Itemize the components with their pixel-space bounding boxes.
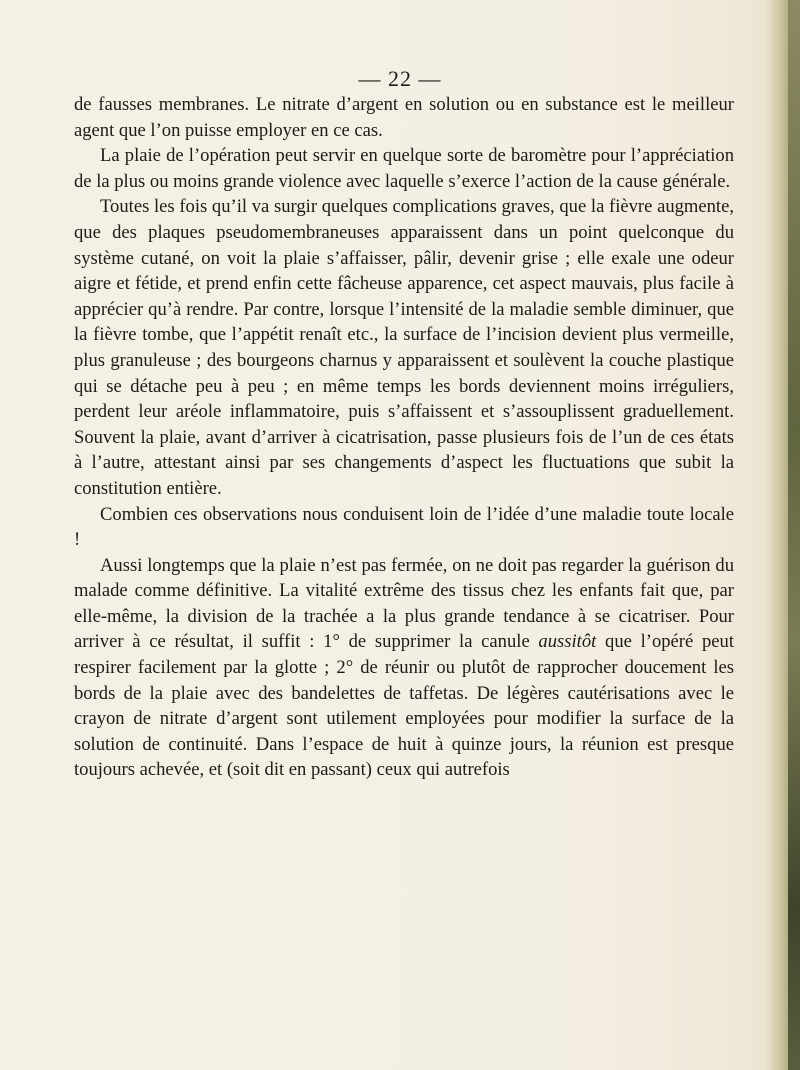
paragraph-text: Aussi longtemps que la plaie n’est pas fermée, on ne doit pas regarder la guérison du malade comme définitive. La vitalité extrême des tissus chez les enfants fait que, par elle-même, la division de la trachée a la plus grande tendance à se cicatriser. Pour arriver à ce résultat, il suffit : 1° de supprimer la canule [74,554,734,653]
paragraph: La plaie de l’opération peut servir en quelque sorte de baromètre pour l’appréciation de la plus ou moins grande violence avec laquelle s’exerce l’action de la cause générale. [74,145,734,192]
paragraph-text: que l’opéré peut respirer facilement par la glotte ; 2° de réunir ou plutôt de rapprocher doucement les bords de la plaie avec des bandelettes de taffetas. De légères cautérisations avec le crayon de nitrate d’argent sont utilement employées pour modifier la surface de la solution de continuité. Dans l’espace de huit à quinze jours, la réunion est presque toujours achevée, et (soit dit en passant) ceux qui autrefois [74,631,734,781]
italic-word: aussitôt [538,631,597,653]
page-number: — 22 — [358,66,442,91]
paragraph: Combien ces observations nous conduisent loin de l’idée d’une maladie toute locale ! [74,503,734,551]
paragraph [74,553,734,783]
paragraph: Toutes les fois qu’il va surgir quelques complications graves, que la fièvre augmente, que des plaques pseudomembraneuses apparaissent dans un point quelconque du système cutané, on voit la plaie s’affaisser, pâlir, devenir grise ; elle exale une odeur aigre et fétide, et prend enfin cette fâcheuse apparence, cet aspect mauvais, plus facile à apprécier qu’à rendre. Par contre, lorsque l’intensité de la maladie semble diminuer, que la fièvre tombe, que l’appétit renaît etc., la surface de l’incision devient plus vermeille, plus granuleuse ; des bourgeons charnus y apparaissent et soulèvent la couche plastique qui se détache peu à peu ; en même temps les bords deviennent moins irréguliers, perdent leur aréole inflammatoire, puis s’affaissent et s’assouplissent graduellement. Souvent la plaie, avant d’arriver à cicatrisation, passe plusieurs fois de l’un de ces états à l’autre, attestant ainsi par ses changements d’aspect les fluctuations que subit la constitution entière. [74,196,734,499]
body-text [74,92,734,783]
paragraph: de fausses membranes. Le nitrate d’argent en solution ou en substance est le meilleur agent que l’on puisse employer en ce cas. [74,94,734,141]
book-spine-edge [788,0,800,1070]
